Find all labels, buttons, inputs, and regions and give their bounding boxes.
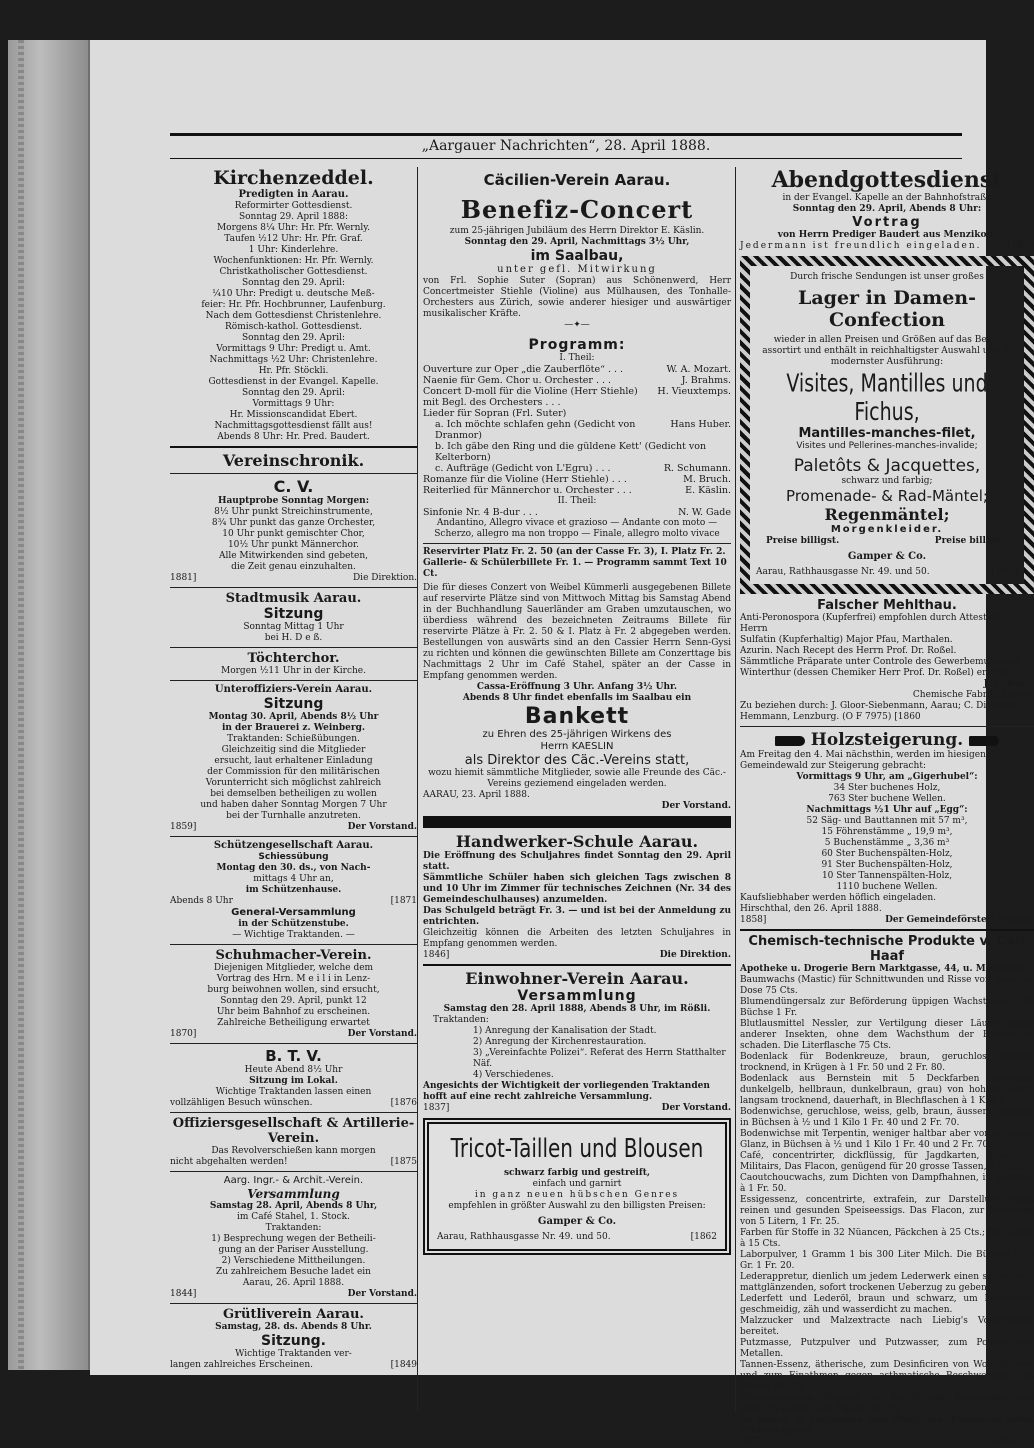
text-line: Sonntag den 29. April, punkt 12 <box>220 996 367 1006</box>
text-line: Chemische Fabrik, Zürich. <box>912 690 1034 700</box>
text-line: Abends 8 Uhr <box>170 896 233 906</box>
text-line: bei demselben betheiligen zu wollen <box>210 789 377 799</box>
text-line: — Wichtige Traktanden. — <box>232 930 355 940</box>
tricot-ad <box>423 1118 731 1255</box>
text-line: nicht abgehalten werden! <box>170 1157 288 1167</box>
toechterchor-title: Töchterchor. <box>247 651 340 666</box>
text-line: Anti-Peronospora (Kupferfrei) empfohlen durch Attest des Herrn <box>740 613 1006 634</box>
text-line: Aarau, 26. April 1888. <box>242 1278 345 1288</box>
divider <box>170 944 417 945</box>
text-line: Das Schulgeld beträgt Fr. 3. — und ist bei der Anmeldung zu entrichten. <box>423 906 731 927</box>
firm-name: Gamper & Co. <box>537 1216 617 1227</box>
divider <box>740 929 1034 931</box>
text-line: Vorunterricht sich möglichst zahlreich <box>205 778 382 788</box>
signature: Der Vorstand. <box>661 801 731 811</box>
ad-number: 1858] <box>740 915 767 925</box>
text-line: mittags 4 Uhr an, <box>253 874 334 884</box>
bankett-line: zu Ehren des 25-jährigen Wirkens des <box>482 729 672 740</box>
text-line: Nachmittags ½2 Uhr: Christenlehre. <box>209 355 378 365</box>
concert-ad <box>423 171 731 812</box>
schuhmacher-notice <box>170 948 417 1040</box>
abends-line: Abends 8 Uhr findet ebenfalls im Saalbau ein <box>462 693 692 703</box>
text-line: empfehlen in größter Auswahl zu den billigsten Preisen: <box>448 1201 706 1211</box>
page-header: „Aargauer Nachrichten“, 28. April 1888. <box>170 133 962 159</box>
ingenieur-notice <box>170 1175 417 1300</box>
chemisch-title: Chemisch-technische Produkte v. Carl Haaf <box>748 934 1026 964</box>
text-line: Nachmittagsgottesdienst fällt aus! <box>214 421 373 431</box>
einwohner-title: Einwohner-Verein Aarau. <box>465 969 689 988</box>
list-item: Romanze für die Violine (Herr Stiehle) . . . M. Bruch. <box>423 474 731 485</box>
text-line: Römisch-kathol. Gottesdienst. <box>225 322 362 332</box>
ad-number: [1849 <box>390 1360 417 1370</box>
text-line: Vormittags 9 Uhr: <box>252 399 335 409</box>
confection-ad <box>740 256 1034 594</box>
column-divider <box>417 167 418 1412</box>
divider <box>170 647 417 648</box>
text-line: bei der Turnhalle anzutreten. <box>226 811 361 821</box>
list-item: Malzzucker und Malzextracte nach Liebig's Vorschriften bereitet. <box>740 1316 1034 1337</box>
text-line: Mantilles-manches-filet, <box>798 426 976 441</box>
list-item: Laborpulver, 1 Gramm 1 bis 300 Liter Milch. Die Büchse à 10 Gr. 1 Fr. 20. <box>740 1250 1034 1271</box>
list-item: b. Ich gäbe den Ring und die güldene Kett' (Gedicht von Kelterborn) <box>435 441 707 463</box>
text-line: im Café Stahel, 1. Stock. <box>237 1212 350 1222</box>
promenade-line: Promenade- & Rad-Mäntel; <box>786 487 988 505</box>
firm-name: Gamper & Co. <box>847 551 927 562</box>
list-item: Café, concentrirter, dickflüssig, für Jagdkarten, Touristen, Militairs, Das Flacon, genügend für 20 grosse Tassen, 1 Fr. 20. <box>740 1151 1034 1172</box>
btv-notice <box>170 1047 417 1109</box>
text-line: Preise billigst. <box>766 536 840 546</box>
ad-number: 1837] <box>423 1103 450 1113</box>
text-line: Traktanden: <box>433 1015 489 1025</box>
text-line: Taufen ½12 Uhr: Hr. Pfr. Graf. <box>224 234 363 244</box>
cv-title: C. V. <box>273 477 314 496</box>
text-line: 10 Ster Tannenspälten-Holz, <box>821 871 953 881</box>
signature: Der Vorstand. <box>661 1103 731 1113</box>
kirchenzeddel-subtitle: Predigten in Aarau. <box>238 189 349 200</box>
ad-number: 1844] <box>170 1289 197 1299</box>
list-item: Bodenwichse, geruchlose, weiss, gelb, braun, äusserst haltbar, in Büchsen à ½ und 1 Kilo 1 Fr. 40 und 2 Fr. 70. <box>740 1107 1034 1128</box>
list-item: Andantino, Allegro vivace et grazioso — Andante con moto — Scherzo, allegro ma non troppo — Finale, allegro molto vivace <box>434 518 720 539</box>
ad-number: [1875 <box>390 1157 417 1167</box>
text-line: Sämmtliche Präparate unter Controle des Gewerbemuseums Winterthur (dessen Chemiker Herr Prof. Dr. Roßel) erstellt. <box>740 657 1019 678</box>
text-line: 1 Uhr: Kinderlehre. <box>248 245 339 255</box>
text-line: Hauptprobe Sonntag Morgen: <box>217 496 370 506</box>
concert-date: Sonntag den 29. April, Nachmittags 3½ Uhr, <box>464 237 690 247</box>
divider <box>170 446 417 448</box>
abend-title: Abendgottesdienst <box>771 167 1003 193</box>
text-line: 15 Föhrenstämme „ 19,9 m³, <box>821 827 953 837</box>
text-line: Angesichts der Wichtigkeit der vorliegenden Traktanden hofft auf eine recht zahlreiche Versammlung. <box>423 1081 710 1102</box>
text-line: Sitzung im Lokal. <box>249 1076 338 1086</box>
text-line: schwarz farbig und gestreift, <box>503 1168 651 1178</box>
text-line: Sonntag den 29. April: <box>241 333 346 343</box>
unteroffiziers-title: Unteroffiziers-Verein Aarau. <box>214 684 373 695</box>
signature: Der Gemeindeförster: Müller. <box>885 915 1034 925</box>
text-line: Am Freitag den 4. Mai nächsthin, werden im hiesigen Gemeindewald zur Steigerung gebracht: <box>740 750 986 771</box>
divider <box>170 473 417 474</box>
vortrag-heading: Vortrag <box>852 215 922 230</box>
list-item: Bodenlack für Bodenkreuze, braun, geruchlos, schnell trocknend, in Krügen à 1 Fr. 50 und 2 Fr. 80. <box>740 1052 1034 1073</box>
programm-list-1 <box>423 364 731 496</box>
chemisch-ad <box>740 934 1034 1448</box>
newspaper-page <box>90 40 1034 1447</box>
text-line: Wichtige Traktanden ver- <box>235 1349 352 1359</box>
text-line: Zu zahlreichem Besuche ladet ein <box>216 1267 371 1277</box>
unteroffiziers-notice <box>170 684 417 833</box>
ingenieur-title: Aarg. Ingr.- & Archit.-Verein. <box>223 1175 364 1186</box>
text-line: Morgens 8¼ Uhr: Hr. Pfr. Wernly. <box>216 223 371 233</box>
text-line: Nachmittags ½1 Uhr auf „Egg“: <box>806 805 968 815</box>
list-item: c. Aufträge (Gedicht von L'Egru) . . . R. Schumann. <box>435 463 731 474</box>
list-item: Putzmasse, Putzpulver und Putzwasser, zum Poliren von Metallen. <box>740 1338 1034 1359</box>
list-item: Lederfett und Lederöl, braun und schwarz, um Lederwerk geschmeidig, zäh und wasserdicht zu machen. <box>740 1294 1034 1315</box>
einwohner-notice <box>423 969 731 1114</box>
billet-info: Die für dieses Conzert von Weibel Kümmerli ausgegebenen Billete auf reservirte Plätze sind von Mittwoch Mittag bis Samstag Abend in der Buchhandlung Sauerländer am Graben umzutauschen, wo überdiess während des bezeichneten Zeitraums Billete für reservirte Plätze à Fr. 2. 50 & I. Platz à Fr. 2 abgegeben werden. Bestellungen von auswärts sind an den Cassier Herrn Senn-Gysi zu richten und können die gewünschten Billete am Conzerttage bis Nachmittags 2 Uhr im Café Stahel, später an der Casse in Empfang genommen werden. <box>423 583 731 681</box>
divider <box>170 836 417 837</box>
text-line: 34 Ster buchenes Holz, <box>833 783 941 793</box>
signature: Der Vorstand. <box>347 822 417 832</box>
kirchenzeddel-lines <box>170 201 417 443</box>
text-line: Vormittags 9 Uhr: Predigt u. Amt. <box>216 344 371 354</box>
list-item: Lieder für Sopran (Frl. Suter) <box>423 408 567 419</box>
text-line: Wochenfunktionen: Hr. Pfr. Wernly. <box>213 256 374 266</box>
text-line: 60 Ster Buchenspälten-Holz, <box>821 849 953 859</box>
column-left <box>170 167 417 1412</box>
gruetli-notice <box>170 1307 417 1371</box>
book-spine <box>8 40 90 1370</box>
divider <box>170 1112 417 1113</box>
list-item: Baumwachs (Mastic) für Schnittwunden und Risse von Bäumen. Dose 75 Cts. <box>740 975 1034 996</box>
abendgottesdienst-notice <box>740 167 1034 252</box>
schiessuebung-heading: Schiessübung <box>258 852 329 862</box>
ad-number: 1881] <box>170 573 197 583</box>
divider <box>170 1043 417 1044</box>
confection-title: Lager in Damen-Confection <box>798 287 976 331</box>
text-line: Montag 30. April, Abends 8½ Uhr <box>208 712 379 722</box>
text-line: 91 Ster Buchenspälten-Holz, <box>821 860 953 870</box>
divider <box>170 680 417 681</box>
text-line: Sonntag Mittag 1 Uhr <box>243 622 344 632</box>
text-line: Sämmtliche Schüler haben sich gleichen Tags zwischen 8 und 10 Uhr im Zimmer für technisches Zeichnen (Nr. 34 des Gemeindeschulhauses) anzumelden. <box>423 873 731 905</box>
text-line: Visites und Pellerines-manches-invalide; <box>796 441 978 451</box>
text-line: Hr. Pfr. Stöckli. <box>258 366 329 376</box>
text-line: schwarz und farbig; <box>841 476 933 486</box>
column-middle <box>423 167 731 1412</box>
text-line: feier: Hr. Pfr. Hochbrunner, Laufenburg. <box>201 300 386 310</box>
kirchenzeddel-title: Kirchenzeddel. <box>213 167 374 189</box>
text-line: der Commission für den militärischen <box>207 767 380 777</box>
list-item: 2) Anregung der Kirchenrestauration. <box>473 1037 647 1047</box>
text-line: bei H. D e ß. <box>264 633 323 643</box>
programm-heading: Programm: <box>528 337 626 353</box>
aarau-date: AARAU, 23. April 1888. <box>423 790 530 800</box>
text-line: 10 Uhr punkt gemischter Chor, <box>222 529 365 539</box>
tricot-title: Tricot-Taillen und Blousen <box>450 1132 704 1164</box>
signature: Der Vorstand. <box>347 1029 417 1039</box>
cv-notice <box>170 477 417 584</box>
list-item: Bodenwichse mit Terpentin, weniger haltbar aber von schönem Glanz, in Büchsen à ½ und 1 Kilo 1 Fr. 40 und 2 Fr. 70. <box>740 1129 1034 1150</box>
offizier-notice <box>170 1116 417 1168</box>
regen-line: Regenmäntel; <box>824 505 950 524</box>
address: Aarau, Rathhausgasse Nr. 49. und 50. <box>437 1232 611 1242</box>
ad-number: [1863 <box>991 567 1018 577</box>
ad-number: [1876 <box>390 1098 417 1108</box>
text-line: Jedermann ist freundlich eingeladen. <box>740 241 982 251</box>
ad-number: [1859 <box>1007 241 1034 251</box>
text-line: 1110 buchene Wellen. <box>836 882 938 892</box>
ad-number: [1871 <box>390 896 417 906</box>
text-line: Morgen ½11 Uhr in der Kirche. <box>221 666 366 676</box>
text-line: Wichtige Traktanden lassen einen <box>215 1087 372 1097</box>
list-item: 3) „Vereinfachte Polizei“. Referat des Herrn Statthalter Näf. <box>473 1048 726 1069</box>
list-item: Sinfonie Nr. 4 B-dur . . . N. W. Gade <box>423 507 731 518</box>
direktor-line: als Direktor des Cäc.-Vereins statt, <box>464 753 690 768</box>
text-line: in der Schützenstube. <box>238 919 349 929</box>
sitzung-heading: Sitzung <box>263 606 324 622</box>
text-line: Gleichzeitig können die Arbeiten des letzten Schuljahres in Empfang genommen werden. <box>423 928 731 949</box>
list-item: Wascheappretur, flüssige, um der Wäsche Biegsamkeit und Glanz zu geben. Das Flacon 75 Cts. <box>740 1393 1034 1414</box>
sitzung-heading: Sitzung. <box>261 1333 326 1349</box>
list-item: Farben für Stoffe in 32 Nüancen, Päckchen à 25 Cts.; für Tinten à 15 Cts. <box>740 1228 1034 1249</box>
text-line: im Schützenhause. <box>245 885 342 895</box>
list-item: Bodenlack aus Bernstein mit 5 Deckfarben (hellgelb, dunkelgelb, hellbraun, dunkelbraun, grau) von hohem Glanz, langsam trocknend, dauerhaft, in Blechflaschen à 1 Kilo 3 Fr. <box>740 1074 1034 1106</box>
text-line: 1) Besprechung wegen der Betheili- <box>211 1234 376 1244</box>
holz-notice <box>740 730 1034 926</box>
divider <box>423 816 731 828</box>
pointing-hand-icon <box>969 736 999 746</box>
text-line: 8¾ Uhr punkt das ganze Orchester, <box>211 518 376 528</box>
text-line: in der Evangel. Kapelle an der Bahnhofstraße <box>782 193 992 203</box>
text-line: Reformirter Gottesdienst. <box>234 201 353 211</box>
text-line: Sonntag den 29. April: <box>241 388 346 398</box>
text-line: ersucht, laut erhaltener Einladung <box>214 756 373 766</box>
signature: Die Direktion. <box>659 950 731 960</box>
text-line: Traktanden: <box>265 1223 322 1233</box>
list-item: Tannen-Essenz, ätherische, zum Desinficiren von Wohnräumen und zum Einathmen gegen asthmatische Beschwerden. Das Flacon 80 Cts. <box>740 1360 1034 1392</box>
text-line: Gleichzeitig sind die Mitglieder <box>221 745 366 755</box>
divider <box>740 726 1034 727</box>
list-item: Blutlausmittel Nessler, zur Vertilgung dieser Läuse, sowie anderer Insekten, ohne dem Wachsthum der Bäume zu schaden. Die Literflasche 75 Cts. <box>740 1019 1034 1051</box>
offizier-title: Offiziersgesellschaft & Artillerie-Verein. <box>172 1116 415 1146</box>
text-line: Das Revolverschießen kann morgen <box>211 1146 376 1156</box>
list-item: Concert D-moll für die Violine (Herr Stiehle) mit Begl. des Orchesters . . . H. Vieuxtemps. <box>423 386 731 408</box>
ad-number: (H1645 L) <box>987 1437 1034 1447</box>
text-line: Traktanden: Schießübungen. <box>227 734 360 744</box>
signature: Der Vorstand. <box>347 1289 417 1299</box>
list-item: Naenie für Gem. Chor u. Orchester . . . J. Brahms. <box>423 375 731 386</box>
list-item: Ouverture zur Oper „die Zauberflöte“ . . . W. A. Mozart. <box>423 364 731 375</box>
divider <box>423 543 731 544</box>
text-line: Zu beziehen durch: J. Gloor-Siebenmann, Aarau; C. Dietschy-Hemmann, Lenzburg. (O F 7975) [1860 <box>740 701 1019 722</box>
text-line: die Zeit genau einzuhalten. <box>231 562 356 572</box>
cassa-line: Cassa-Eröffnung 3 Uhr. Anfang 3½ Uhr. <box>476 682 678 692</box>
ad-number: 1846] <box>423 950 450 960</box>
list-item: Reiterlied für Männerchor u. Orchester . . . E. Käslin. <box>423 485 731 496</box>
text-line: ¼10 Uhr: Predigt u. deutsche Meß- <box>212 289 375 299</box>
text-line: Diejenigen Mitglieder, welche dem <box>213 963 374 973</box>
stadtmusik-notice <box>170 591 417 644</box>
divider <box>170 1303 417 1304</box>
text-line: 763 Ster buchene Wellen. <box>828 794 946 804</box>
text-line: und haben daher Sonntag Morgen 7 Uhr <box>200 800 387 810</box>
text-line: Heute Abend 8½ Uhr <box>244 1065 343 1075</box>
text-line: Zu haben in Apotheken und Drogerien. Prospecte nebst Preisen gratis. <box>740 1415 1034 1436</box>
text-line: in ganz neuen hübschen Genres <box>474 1190 680 1200</box>
text-line: Sonntag den 29. April: <box>241 278 346 288</box>
address: Aarau, Rathhausgasse Nr. 49. und 50. <box>756 567 930 577</box>
benefiz-title: Benefiz-Concert <box>460 195 694 224</box>
schuetzen-title: Schützengesellschaft Aarau. <box>213 840 374 851</box>
morgen-line: Morgenkleider. <box>830 524 944 535</box>
list-item: Essigessenz, concentrirte, extrafein, zur Darstellung eines reinen und gesunden Speiseessigs. Das Flacon, zur Bereitung von 5 Litern, 1 Fr. 25. <box>740 1195 1034 1227</box>
text-line: Nach dem Gottesdienst Christenlehre. <box>205 311 382 321</box>
text-line: Azurin. Nach Recept des Herrn Prof. Dr. Roßel. <box>740 646 957 656</box>
text-line: Apotheke u. Drogerie Bern Marktgasse, 44, u. Monbijou. <box>740 964 1027 974</box>
text-line: 52 Säg- und Bauttannen mit 57 m³, <box>806 816 968 826</box>
ad-number: 1870] <box>170 1029 197 1039</box>
ad-number: 1859] <box>170 822 197 832</box>
bankett-title: Bankett <box>524 704 630 729</box>
holz-title: Holzsteigerung. <box>810 730 964 750</box>
text-line: Zahlreiche Betheiligung erwartet <box>217 1018 370 1028</box>
text-line: Montag den 30. ds., von Nach- <box>216 863 371 873</box>
versammlung-heading: Versammlung <box>247 1187 340 1201</box>
theil2-heading: II. Theil: <box>557 496 597 506</box>
schuhmacher-title: Schuhmacher-Verein. <box>215 948 372 963</box>
gruetli-title: Grütliverein Aarau. <box>223 1307 364 1322</box>
text-line: Kaufsliebhaber werden höflich eingeladen. <box>740 893 937 903</box>
text-line: Sonntag 29. April 1888: <box>238 212 349 222</box>
kirchenzeddel <box>170 167 417 443</box>
text-line: Samstag den 28. April 1888, Abends 8 Uhr, im Rößli. <box>443 1004 711 1014</box>
ad-number: [917 <box>740 1437 761 1447</box>
preise-text: Reservirter Platz Fr. 2. 50 (an der Casse Fr. 3), I. Platz Fr. 2. Gallerie- & Schülerbillete Fr. 1. — Programm sammt Text 10 Ct. <box>423 547 727 579</box>
holz-heading-row <box>740 730 1034 750</box>
text-line: Vortrag des Hrn. M e i l i in Lenz- <box>216 974 371 984</box>
text-line: Vormittags 9 Uhr, am „Gigerhubel“: <box>796 772 978 782</box>
text-line: 8½ Uhr punkt Streichinstrumente, <box>214 507 373 517</box>
ornament-icon: —✦— <box>564 320 590 330</box>
pointing-hand-icon <box>775 736 805 746</box>
herr-line: Herrn KAESLIN <box>540 741 614 752</box>
signature: Die Direktion. <box>352 573 417 583</box>
text-line: Uhr beim Bahnhof zu erscheinen. <box>216 1007 371 1017</box>
text-line: Abends 8 Uhr: Hr. Pred. Baudert. <box>217 432 370 442</box>
divider <box>423 964 731 966</box>
text-line: J. C. Kuhl, <box>983 679 1034 689</box>
btv-title: B. T. V. <box>265 1047 322 1065</box>
list-item: 4) Verschiedenes. <box>473 1070 554 1080</box>
handwerker-title: Handwerker-Schule Aarau. <box>455 832 699 851</box>
visites-line: Visites, Mantilles und Fichus, <box>786 369 988 427</box>
text-line: einfach und garnirt <box>532 1179 622 1189</box>
list-item: 1) Anregung der Kanalisation der Stadt. <box>473 1026 657 1036</box>
toechterchor-notice <box>170 651 417 677</box>
text-line: 10½ Uhr punkt Männerchor. <box>227 540 360 550</box>
general-versammlung-heading: General-Versammlung <box>231 907 356 918</box>
column-divider <box>735 167 736 1412</box>
list-item: a. Ich möchte schlafen gehn (Gedicht von Dranmor) Hans Huber. <box>435 419 731 441</box>
list-item: Caoutchoucwachs, zum Dichten von Dampfhahnen, in Büchsen à 1 Fr. 50. <box>740 1173 1034 1194</box>
list-item: Lederappretur, dienlich um jedem Lederwerk einen schwarzen, mattglänzenden, sofort trockenen Ueberzug zu geben. <box>740 1272 1034 1293</box>
text-line: Preise billigst. <box>934 536 1008 546</box>
einladung-line: wozu hiemit sämmtliche Mitglieder, sowie alle Freunde des Cäc.-Vereins geziemend eingeladen werden. <box>428 768 726 789</box>
paletots-line: Paletôts & Jacquettes, <box>793 456 981 476</box>
mehltau-title: Falscher Mehlthau. <box>817 598 957 613</box>
handwerker-notice <box>423 832 731 961</box>
text-line: burg beiwohnen wollen, sind ersucht, <box>207 985 380 995</box>
text-line: Hr. Missionscandidat Ebert. <box>229 410 358 420</box>
text-line: 5 Buchenstämme „ 3,36 m³ <box>824 838 950 848</box>
text-line: Christkatholischer Gottesdienst. <box>219 267 368 277</box>
column-right <box>740 167 1034 1447</box>
mehltau-notice <box>740 598 1034 723</box>
ad-number: [1862 <box>690 1232 717 1242</box>
text-line: Samstag, 28. ds. Abends 8 Uhr. <box>215 1322 372 1332</box>
text-line: Durch frische Sendungen ist unser großes <box>790 272 984 282</box>
text-line: langen zahlreiches Erscheinen. <box>170 1360 314 1370</box>
divider <box>170 1171 417 1172</box>
mitwirkung-text: von Frl. Sophie Suter (Sopran) aus Schönenwerd, Herr Concertmeister Stiehle (Violine) aus Mülhausen, des Tonhalle-Orchesters aus Zürich, sowie anderer hiesiger und auswärtiger musikalischer Kräfte. <box>423 276 731 319</box>
stadtmusik-title: Stadtmusik Aarau. <box>225 591 362 606</box>
theil1-heading: I. Theil: <box>559 353 595 363</box>
text-line: vollzähligen Besuch wünschen. <box>170 1098 313 1108</box>
text-line: Samstag 28. April, Abends 8 Uhr, <box>209 1201 378 1211</box>
divider <box>170 587 417 588</box>
text-line: Hirschthal, den 26. April 1888. <box>740 904 882 914</box>
caecilien-title: Cäcilien-Verein Aarau. <box>483 171 671 189</box>
text-line: Gottesdienst in der Evangel. Kapelle. <box>208 377 379 387</box>
text-line: wieder in allen Preisen und Größen auf das Beste assortirt und enthält in reichhaltigster Auswahl und in modernster Ausführung: <box>762 335 1012 367</box>
text-line: gung an der Pariser Ausstellung. <box>218 1245 369 1255</box>
text-line: in der Brauerei z. Weinberg. <box>221 723 366 733</box>
text-line: Sonntag den 29. April, Abends 8 Uhr: <box>792 204 982 214</box>
text-line: Die Eröffnung des Schuljahres findet Sonntag den 29. April statt. <box>423 851 731 872</box>
versammlung-heading: Versammlung <box>517 988 637 1004</box>
schuetzen-notice <box>170 840 417 941</box>
text-line: Sulfatin (Kupferhaltig) Major Pfau, Marthalen. <box>740 635 953 645</box>
text-line: 2) Verschiedene Mittheilungen. <box>221 1256 366 1266</box>
vereinschronik-title: Vereinschronik. <box>222 451 365 470</box>
list-item: Blumendüngersalz zur Beförderung üppigen Wachsthums. Die Büchse 1 Fr. <box>740 997 1034 1018</box>
text-line: Alle Mitwirkenden sind gebeten, <box>218 551 369 561</box>
jubilaeum-line: zum 25-jährigen Jubiläum des Herrn Direktor E. Käslin. <box>449 226 705 236</box>
concert-place: im Saalbau, <box>530 248 624 264</box>
sitzung-heading: Sitzung <box>263 696 324 712</box>
text-line: von Herrn Prediger Baudert aus Menzikon. <box>777 230 997 240</box>
mitwirkung-heading: unter gefl. Mitwirkung <box>497 264 657 275</box>
